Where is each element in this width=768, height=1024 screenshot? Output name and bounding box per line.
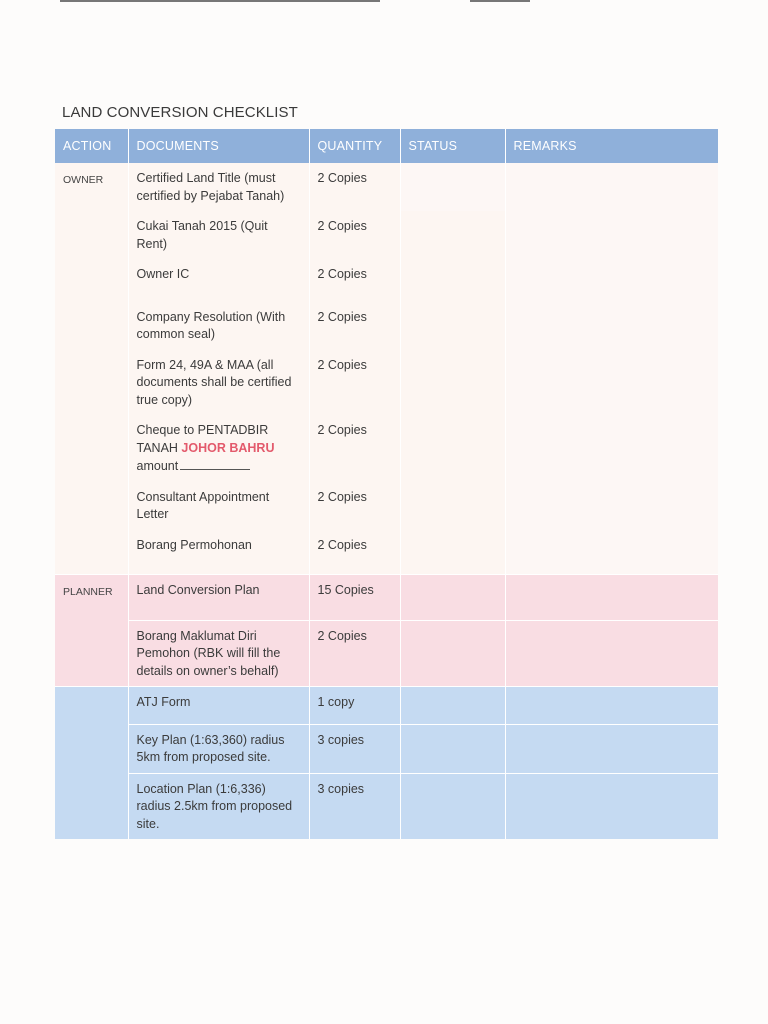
quantity-cell: 3 copies	[309, 724, 400, 773]
table-row	[55, 163, 718, 211]
remarks-cell	[505, 773, 718, 839]
status-cell	[400, 302, 505, 350]
status-cell	[400, 259, 505, 302]
remarks-cell	[505, 575, 718, 621]
header-remarks: REMARKS	[505, 129, 718, 163]
table-header-row	[55, 129, 718, 163]
document-cell: Location Plan (1:6,336) radius 2.5km from proposed site.	[128, 773, 309, 839]
header-status: STATUS	[400, 129, 505, 163]
checklist-table	[55, 129, 718, 839]
document-cell: Certified Land Title (must certified by Pejabat Tanah)	[128, 163, 309, 211]
table-row	[55, 350, 718, 416]
remarks-cell	[505, 415, 718, 482]
status-cell	[400, 724, 505, 773]
quantity-cell: 2 Copies	[309, 530, 400, 575]
quantity-cell: 2 Copies	[309, 211, 400, 259]
quantity-cell: 3 copies	[309, 773, 400, 839]
cheque-prefix: Cheque to PENTADBIR TANAH	[136, 423, 269, 455]
remarks-cell	[505, 687, 718, 725]
document-cell: Borang Maklumat Diri Pemohon (RBK will fill the details on owner’s behalf)	[128, 620, 309, 687]
quantity-cell: 2 Copies	[309, 482, 400, 530]
remarks-cell	[505, 211, 718, 259]
section-label-planner: PLANNER	[55, 575, 128, 687]
status-cell	[400, 415, 505, 482]
table-row	[55, 415, 718, 482]
remarks-cell	[505, 163, 718, 211]
section-label-owner: OWNER	[55, 163, 128, 575]
cheque-highlight: JOHOR BAHRU	[181, 440, 275, 455]
document-cell: Consultant Appointment Letter	[128, 482, 309, 530]
remarks-cell	[505, 350, 718, 416]
status-cell	[400, 530, 505, 575]
table-row	[55, 482, 718, 530]
status-cell	[400, 211, 505, 259]
document-cell: Form 24, 49A & MAA (all documents shall be certified true copy)	[128, 350, 309, 416]
remarks-cell	[505, 530, 718, 575]
document-cell: Land Conversion Plan	[128, 575, 309, 621]
document-cell: Key Plan (1:63,360) radius 5km from proposed site.	[128, 724, 309, 773]
table-row	[55, 211, 718, 259]
remarks-cell	[505, 724, 718, 773]
quantity-cell: 2 Copies	[309, 620, 400, 687]
header-quantity: QUANTITY	[309, 129, 400, 163]
table-row	[55, 259, 718, 302]
quantity-cell: 2 Copies	[309, 259, 400, 302]
table-row	[55, 530, 718, 575]
table-row	[55, 724, 718, 773]
table-row	[55, 687, 718, 725]
cheque-suffix: amount	[136, 459, 179, 473]
status-cell	[400, 350, 505, 416]
scan-edge-line	[60, 0, 380, 2]
document-cell-cheque	[128, 415, 309, 482]
status-cell	[400, 773, 505, 839]
header-action: ACTION	[55, 129, 128, 163]
document-cell: Cukai Tanah 2015 (Quit Rent)	[128, 211, 309, 259]
header-documents: DOCUMENTS	[128, 129, 309, 163]
document-cell: Owner IC	[128, 259, 309, 302]
table-row	[55, 575, 718, 621]
document-cell: Company Resolution (With common seal)	[128, 302, 309, 350]
scan-edge-line	[470, 0, 530, 2]
document-cell: Borang Permohonan	[128, 530, 309, 575]
status-cell	[400, 482, 505, 530]
remarks-cell	[505, 620, 718, 687]
table-row	[55, 773, 718, 839]
remarks-cell	[505, 259, 718, 302]
quantity-cell: 15 Copies	[309, 575, 400, 621]
status-cell	[400, 163, 505, 211]
quantity-cell: 1 copy	[309, 687, 400, 725]
status-cell	[400, 687, 505, 725]
table-row	[55, 620, 718, 687]
amount-blank-line	[180, 457, 250, 470]
table-row	[55, 302, 718, 350]
remarks-cell	[505, 482, 718, 530]
status-cell	[400, 620, 505, 687]
section-label-empty	[55, 687, 128, 840]
remarks-cell	[505, 302, 718, 350]
status-cell	[400, 575, 505, 621]
document-cell: ATJ Form	[128, 687, 309, 725]
checklist-title: LAND CONVERSION CHECKLIST	[62, 104, 298, 121]
quantity-cell: 2 Copies	[309, 415, 400, 482]
quantity-cell: 2 Copies	[309, 350, 400, 416]
quantity-cell: 2 Copies	[309, 163, 400, 211]
quantity-cell: 2 Copies	[309, 302, 400, 350]
